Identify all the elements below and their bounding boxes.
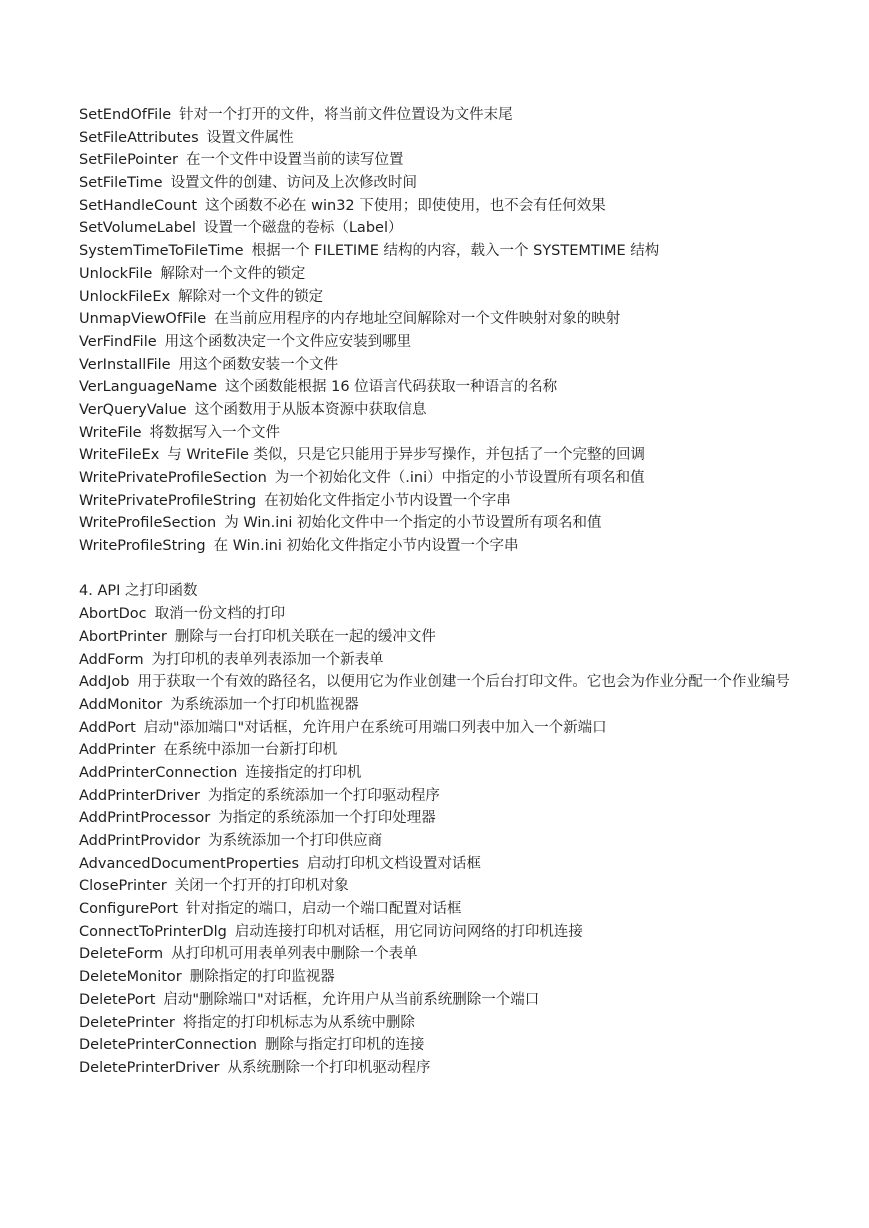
api-name: WriteProfileString bbox=[79, 538, 206, 555]
list-item bbox=[79, 444, 799, 467]
api-name: AddPrinter bbox=[79, 742, 156, 759]
api-description: 启动打印机文档设置对话框 bbox=[307, 855, 482, 872]
list-item bbox=[79, 240, 799, 263]
api-description: 在一个文件中设置当前的读写位置 bbox=[185, 152, 404, 169]
api-name: VerInstallFile bbox=[79, 356, 171, 373]
api-name: SetFilePointer bbox=[79, 152, 178, 169]
list-item bbox=[79, 263, 799, 286]
list-item bbox=[79, 172, 799, 195]
api-description: 针对一个打开的文件，将当前文件位置设为文件末尾 bbox=[179, 107, 513, 123]
document-body bbox=[79, 104, 799, 1080]
api-name: VerQueryValue bbox=[79, 401, 187, 418]
list-item bbox=[79, 422, 799, 445]
list-item bbox=[79, 875, 799, 898]
list-item bbox=[79, 1034, 799, 1057]
api-name: SystemTimeToFileTime bbox=[79, 243, 244, 260]
api-description: 为系统添加一个打印机监视器 bbox=[170, 696, 359, 713]
api-name: UnmapViewOfFile bbox=[79, 311, 207, 328]
list-item bbox=[79, 671, 799, 694]
api-description: 解除对一个文件的锁定 bbox=[160, 265, 306, 282]
api-name: WriteProfileSection bbox=[79, 515, 217, 532]
list-item bbox=[79, 966, 799, 989]
api-description: 在 Win.ini 初始化文件指定小节内设置一个字串 bbox=[213, 538, 519, 555]
list-item bbox=[79, 399, 799, 422]
blank-line bbox=[79, 558, 799, 581]
list-item bbox=[79, 149, 799, 172]
api-name: WritePrivateProfileString bbox=[79, 492, 257, 509]
api-description: 为 Win.ini 初始化文件中一个指定的小节设置所有项名和值 bbox=[224, 515, 602, 532]
list-item bbox=[79, 195, 799, 218]
list-item bbox=[79, 286, 799, 309]
api-name: UnlockFileEx bbox=[79, 288, 171, 305]
list-item bbox=[79, 989, 799, 1012]
list-item bbox=[79, 649, 799, 672]
api-description: 将数据写入一个文件 bbox=[149, 424, 281, 441]
list-item bbox=[79, 830, 799, 853]
api-name: WriteFile bbox=[79, 424, 142, 441]
list-item bbox=[79, 626, 799, 649]
api-description: 将指定的打印机标志为从系统中删除 bbox=[182, 1014, 415, 1031]
api-name: AddJob bbox=[79, 674, 130, 691]
api-name: UnlockFile bbox=[79, 265, 153, 282]
api-description: 用这个函数安装一个文件 bbox=[178, 356, 339, 373]
api-description: 从系统删除一个打印机驱动程序 bbox=[227, 1059, 431, 1076]
api-description: 连接指定的打印机 bbox=[245, 764, 362, 781]
api-name: DeletePrinterDriver bbox=[79, 1059, 220, 1076]
list-item bbox=[79, 512, 799, 535]
list-item bbox=[79, 535, 799, 558]
api-description: 设置一个磁盘的卷标（Label） bbox=[203, 220, 403, 237]
api-name: DeletePrinter bbox=[79, 1014, 175, 1031]
list-item bbox=[79, 376, 799, 399]
list-item bbox=[79, 217, 799, 240]
api-name: WritePrivateProfileSection bbox=[79, 470, 267, 486]
list-item bbox=[79, 898, 799, 921]
api-name: AddPort bbox=[79, 719, 136, 736]
list-item bbox=[79, 467, 799, 490]
list-item bbox=[79, 308, 799, 331]
list-item bbox=[79, 739, 799, 762]
api-name: VerFindFile bbox=[79, 333, 157, 350]
api-description: 在系统中添加一台新打印机 bbox=[163, 742, 338, 759]
list-item bbox=[79, 853, 799, 876]
api-description: 为指定的系统添加一个打印处理器 bbox=[218, 810, 436, 827]
api-description: 为系统添加一个打印供应商 bbox=[208, 833, 383, 850]
api-description: 关闭一个打开的打印机对象 bbox=[174, 878, 349, 895]
api-description: 启动"删除端口"对话框，允许用户从当前系统删除一个端口 bbox=[163, 991, 540, 1008]
api-name: AddPrinterConnection bbox=[79, 764, 238, 781]
list-item bbox=[79, 354, 799, 377]
api-description: 为打印机的表单列表添加一个新表单 bbox=[151, 651, 384, 668]
api-description: 根据一个 FILETIME 结构的内容，载入一个 SYSTEMTIME 结构 bbox=[251, 243, 660, 260]
api-name: AddPrinterDriver bbox=[79, 787, 200, 804]
api-name: ConfigurePort bbox=[79, 901, 179, 918]
api-description: 这个函数不必在 win32 下使用；即使使用，也不会有任何效果 bbox=[205, 197, 606, 214]
list-item bbox=[79, 694, 799, 717]
api-name: AbortDoc bbox=[79, 606, 147, 623]
api-description: 为一个初始化文件（.ini）中指定的小节设置所有项名和值 bbox=[274, 470, 645, 486]
api-description: 这个函数用于从版本资源中获取信息 bbox=[194, 401, 427, 418]
api-description: 设置文件的创建、访问及上次修改时间 bbox=[170, 175, 418, 192]
api-name: SetHandleCount bbox=[79, 197, 198, 214]
api-name: DeletePort bbox=[79, 991, 156, 1008]
api-description: 与 WriteFile 类似，只是它只能用于异步写操作，并包括了一个完整的回调 bbox=[167, 447, 646, 464]
api-description: 从打印机可用表单列表中删除一个表单 bbox=[171, 946, 418, 963]
api-description: 针对指定的端口，启动一个端口配置对话框 bbox=[186, 901, 462, 918]
api-description: 删除与一台打印机关联在一起的缓冲文件 bbox=[174, 628, 436, 645]
list-item bbox=[79, 104, 799, 127]
api-description: 删除与指定打印机的连接 bbox=[264, 1037, 425, 1054]
api-name: SetVolumeLabel bbox=[79, 220, 196, 237]
list-item bbox=[79, 717, 799, 740]
list-item bbox=[79, 762, 799, 785]
api-name: DeleteForm bbox=[79, 946, 164, 963]
api-description: 启动连接打印机对话框，用它同访问网络的打印机连接 bbox=[234, 923, 583, 940]
api-name: AddPrintProvidor bbox=[79, 833, 201, 850]
api-name: AdvancedDocumentProperties bbox=[79, 855, 300, 872]
api-name: DeleteMonitor bbox=[79, 969, 182, 986]
api-description: 用这个函数决定一个文件应安装到哪里 bbox=[164, 333, 412, 350]
api-description: 启动"添加端口"对话框，允许用户在系统可用端口列表中加入一个新端口 bbox=[143, 719, 607, 736]
api-name: ClosePrinter bbox=[79, 878, 167, 895]
api-name: AbortPrinter bbox=[79, 628, 167, 645]
api-description: 取消一份文档的打印 bbox=[154, 606, 286, 623]
list-item bbox=[79, 785, 799, 808]
api-name: SetFileTime bbox=[79, 175, 163, 192]
section-heading: 4. API 之打印函数 bbox=[79, 583, 198, 600]
list-item bbox=[79, 921, 799, 944]
api-description: 在初始化文件指定小节内设置一个字串 bbox=[264, 492, 511, 509]
api-name: WriteFileEx bbox=[79, 447, 160, 464]
api-description: 为指定的系统添加一个打印驱动程序 bbox=[207, 787, 440, 804]
api-description: 在当前应用程序的内存地址空间解除对一个文件映射对象的映射 bbox=[214, 311, 621, 328]
list-item bbox=[79, 331, 799, 354]
api-name: AddForm bbox=[79, 651, 144, 668]
api-name: AddPrintProcessor bbox=[79, 810, 211, 827]
list-item bbox=[79, 490, 799, 513]
api-name: SetFileAttributes bbox=[79, 129, 199, 146]
api-name: SetEndOfFile bbox=[79, 107, 172, 123]
list-item bbox=[79, 1012, 799, 1035]
api-description: 用于获取一个有效的路径名，以便用它为作业创建一个后台打印文件。它也会为作业分配一个作业编号 bbox=[137, 674, 790, 691]
list-item bbox=[79, 943, 799, 966]
list-item bbox=[79, 1057, 799, 1080]
list-item bbox=[79, 807, 799, 830]
api-name: VerLanguageName bbox=[79, 379, 218, 396]
api-description: 解除对一个文件的锁定 bbox=[178, 288, 324, 305]
api-description: 删除指定的打印监视器 bbox=[189, 969, 335, 986]
api-name: DeletePrinterConnection bbox=[79, 1037, 257, 1054]
api-description: 设置文件属性 bbox=[206, 129, 294, 146]
api-name: AddMonitor bbox=[79, 696, 163, 713]
list-item bbox=[79, 127, 799, 150]
api-name: ConnectToPrinterDlg bbox=[79, 923, 227, 940]
list-item bbox=[79, 603, 799, 626]
api-description: 这个函数能根据 16 位语言代码获取一种语言的名称 bbox=[225, 379, 558, 396]
